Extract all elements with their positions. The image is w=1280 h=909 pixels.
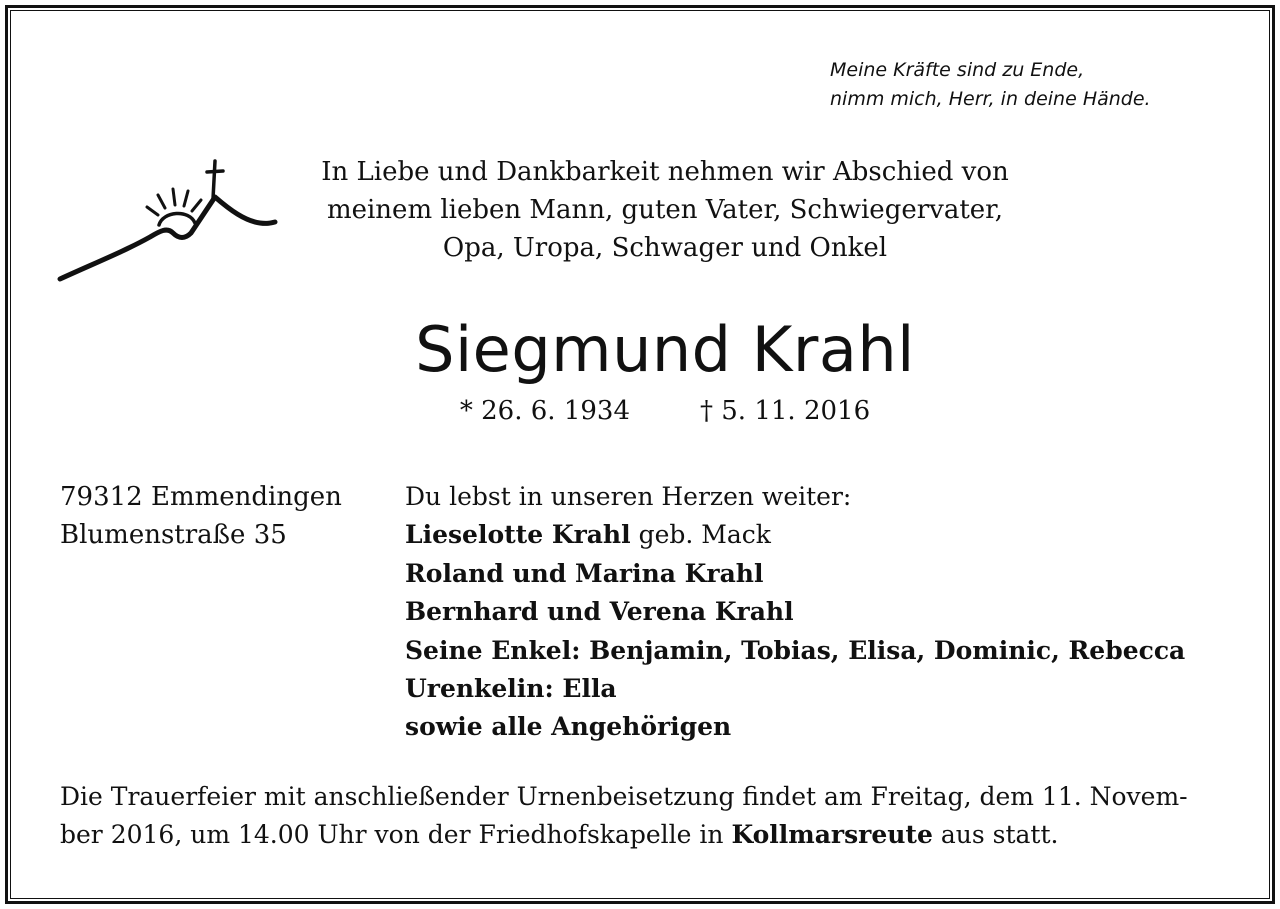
notice-line-2-post: aus statt. [932,820,1059,849]
intro-text [270,153,1060,267]
spouse-birthname: geb. Mack [630,520,771,550]
notice-line-2-pre: ber 2016, um 14.00 Uhr von der Friedhofskapelle in [60,820,732,849]
mountain-sunrise-cross-icon [55,155,280,285]
notice-line-2 [60,816,1230,854]
mourner-line-3: Bernhard und Verena Krahl [405,597,794,627]
mourner-spouse [405,516,1235,554]
intro-line-2: meinem lieben Mann, guten Vater, Schwiegervater, [326,195,1004,225]
notice-line-1: Die Trauerfeier mit anschließender Urnenbeisetzung findet am Freitag, dem 11. Novem- [60,782,1188,811]
mourner-line-2: Roland und Marina Krahl [405,558,764,588]
intro-line-3: Opa, Uropa, Schwager und Onkel [442,233,888,263]
life-dates [300,392,1030,430]
mourners-list [405,478,1235,747]
address-city: 79312 Emmendingen [60,482,342,512]
death-date: † 5. 11. 2016 [700,396,871,426]
mourner-great-grandchild: Urenkelin: Ella [405,674,617,704]
funeral-notice [60,778,1230,854]
mourner-relatives: sowie alle Angehörigen [405,712,732,742]
notice-place: Kollmarsreute [731,820,933,849]
mourners-heading: Du lebst in unseren Herzen weiter: [405,482,852,511]
spouse-name: Lieselotte Krahl [405,520,631,550]
inner-border [10,10,1270,899]
deceased-name: Siegmund Krahl [415,313,915,386]
mourner-grandchildren: Seine Enkel: Benjamin, Tobias, Elisa, Dominic, Rebecca [405,635,1186,665]
address-block [60,478,390,554]
address-street: Blumenstraße 35 [60,520,287,550]
intro-line-1: In Liebe und Dankbarkeit nehmen wir Abschied von [321,157,1009,187]
motto-line-1: Meine Kräfte sind zu Ende, [830,59,1085,81]
motto-line-2: nimm mich, Herr, in deine Hände. [830,88,1151,110]
motto-verse [830,56,1220,114]
birth-date: * 26. 6. 1934 [459,396,630,426]
